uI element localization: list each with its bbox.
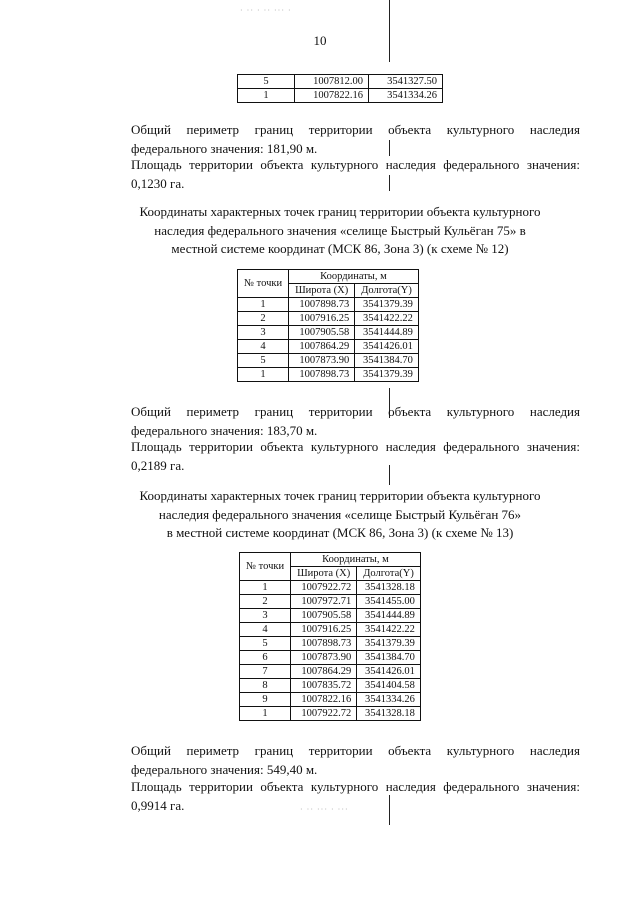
heading-line: местной системе координат (МСК 86, Зона 3) (к схеме № 12) <box>171 241 509 256</box>
coordinates-table-13 <box>239 552 421 721</box>
perimeter-2: Общий периметр границ территории объекта культурного наследия федерального значения: 183,70 м. <box>131 404 580 438</box>
area-1: Площадь территории объекта культурного наследия федерального значения: 0,1230 га. <box>131 157 580 191</box>
point-number-cell: 1 <box>238 368 289 382</box>
point-number-cell: 4 <box>238 340 289 354</box>
header-longitude: Долгота(Y) <box>357 567 421 581</box>
point-number-cell: 5 <box>238 354 289 368</box>
point-number-cell: 3 <box>238 326 289 340</box>
header-point: № точки <box>240 553 291 581</box>
area-3: Площадь территории объекта культурного наследия федерального значения: 0,9914 га. <box>131 779 580 813</box>
scan-line <box>389 795 390 825</box>
longitude-cell: 3541379.39 <box>357 637 421 651</box>
latitude-cell: 1007822.16 <box>291 693 357 707</box>
perimeter-1: Общий периметр границ территории объекта культурного наследия федерального значения: 181,90 м. <box>131 122 580 156</box>
latitude-cell: 1007905.58 <box>291 609 357 623</box>
point-number-cell: 6 <box>240 651 291 665</box>
latitude-cell: 1007822.16 <box>295 89 369 103</box>
perimeter-text-2 <box>95 402 580 440</box>
point-number-cell: 5 <box>238 75 295 89</box>
table-row <box>238 326 419 340</box>
longitude-cell: 3541404.58 <box>357 679 421 693</box>
header-longitude: Долгота(Y) <box>355 284 419 298</box>
longitude-cell: 3541384.70 <box>355 354 419 368</box>
latitude-cell: 1007916.25 <box>291 623 357 637</box>
table-row <box>238 312 419 326</box>
scan-line <box>389 465 390 485</box>
latitude-cell: 1007873.90 <box>289 354 355 368</box>
longitude-cell: 3541334.26 <box>369 89 443 103</box>
heading-line: Координаты характерных точек границ территории объекта культурного <box>139 488 541 503</box>
perimeter-3: Общий периметр границ территории объекта культурного наследия федерального значения: 549,40 м. <box>131 743 580 777</box>
table-row <box>238 89 443 103</box>
table-row <box>238 298 419 312</box>
header-coordinates: Координаты, м <box>291 553 421 567</box>
section-heading-13 <box>80 487 600 543</box>
latitude-cell: 1007972.71 <box>291 595 357 609</box>
perimeter-text-1 <box>95 120 580 158</box>
perimeter-text-3 <box>95 741 580 779</box>
point-number-cell: 1 <box>238 298 289 312</box>
area-2: Площадь территории объекта культурного наследия федерального значения: 0,2189 га. <box>131 439 580 473</box>
latitude-cell: 1007898.73 <box>289 368 355 382</box>
longitude-cell: 3541444.89 <box>357 609 421 623</box>
point-number-cell: 2 <box>238 312 289 326</box>
point-number-cell: 1 <box>238 89 295 103</box>
scan-line <box>389 140 390 156</box>
table-row <box>240 581 421 595</box>
longitude-cell: 3541426.01 <box>357 665 421 679</box>
table-row <box>240 693 421 707</box>
coordinates-table-continued <box>237 74 443 103</box>
heading-line: наследия федерального значения «селище Быстрый Кульёган 75» в <box>154 222 526 238</box>
longitude-cell: 3541384.70 <box>357 651 421 665</box>
latitude-cell: 1007835.72 <box>291 679 357 693</box>
heading-line: в местной системе координат (МСК 86, Зона 3) (к схеме № 13) <box>166 525 514 540</box>
page-number: 10 <box>313 33 327 48</box>
longitude-cell: 3541334.26 <box>357 693 421 707</box>
latitude-cell: 1007812.00 <box>295 75 369 89</box>
table-row <box>240 665 421 679</box>
latitude-cell: 1007898.73 <box>291 637 357 651</box>
latitude-cell: 1007905.58 <box>289 326 355 340</box>
latitude-cell: 1007864.29 <box>291 665 357 679</box>
latitude-cell: 1007873.90 <box>291 651 357 665</box>
latitude-cell: 1007922.72 <box>291 581 357 595</box>
longitude-cell: 3541455.00 <box>357 595 421 609</box>
table-row <box>240 595 421 609</box>
longitude-cell: 3541379.39 <box>355 368 419 382</box>
scan-noise: · ·· ··· · ··· <box>300 805 349 814</box>
point-number-cell: 5 <box>240 637 291 651</box>
point-number-cell: 7 <box>240 665 291 679</box>
header-latitude: Широта (X) <box>289 284 355 298</box>
point-number-cell: 2 <box>240 595 291 609</box>
longitude-cell: 3541328.18 <box>357 581 421 595</box>
table-row <box>238 340 419 354</box>
table-row <box>240 707 421 721</box>
section-heading-12 <box>80 203 600 259</box>
latitude-cell: 1007898.73 <box>289 298 355 312</box>
table-row <box>238 368 419 382</box>
heading-line: наследия федерального значения «селище Быстрый Кульёган 76» <box>158 506 522 522</box>
scan-line <box>389 175 390 191</box>
longitude-cell: 3541422.22 <box>355 312 419 326</box>
coordinates-table-12 <box>237 269 419 382</box>
point-number-cell: 8 <box>240 679 291 693</box>
latitude-cell: 1007922.72 <box>291 707 357 721</box>
longitude-cell: 3541422.22 <box>357 623 421 637</box>
latitude-cell: 1007864.29 <box>289 340 355 354</box>
header-coordinates: Координаты, м <box>289 270 419 284</box>
table-row <box>240 651 421 665</box>
scan-noise: · ·· · ·· ··· · <box>240 6 292 15</box>
longitude-cell: 3541379.39 <box>355 298 419 312</box>
scan-line <box>389 0 390 62</box>
point-number-cell: 9 <box>240 693 291 707</box>
point-number-cell: 1 <box>240 581 291 595</box>
table-row <box>240 609 421 623</box>
header-point: № точки <box>238 270 289 298</box>
table-row <box>240 679 421 693</box>
table-row <box>240 637 421 651</box>
area-text-1 <box>95 155 580 193</box>
table-row <box>238 354 419 368</box>
longitude-cell: 3541444.89 <box>355 326 419 340</box>
heading-line: Координаты характерных точек границ территории объекта культурного <box>139 204 541 219</box>
point-number-cell: 3 <box>240 609 291 623</box>
table-row <box>238 75 443 89</box>
longitude-cell: 3541328.18 <box>357 707 421 721</box>
header-latitude: Широта (X) <box>291 567 357 581</box>
latitude-cell: 1007916.25 <box>289 312 355 326</box>
point-number-cell: 4 <box>240 623 291 637</box>
point-number-cell: 1 <box>240 707 291 721</box>
area-text-2 <box>95 437 580 475</box>
table-row <box>240 623 421 637</box>
longitude-cell: 3541426.01 <box>355 340 419 354</box>
longitude-cell: 3541327.50 <box>369 75 443 89</box>
